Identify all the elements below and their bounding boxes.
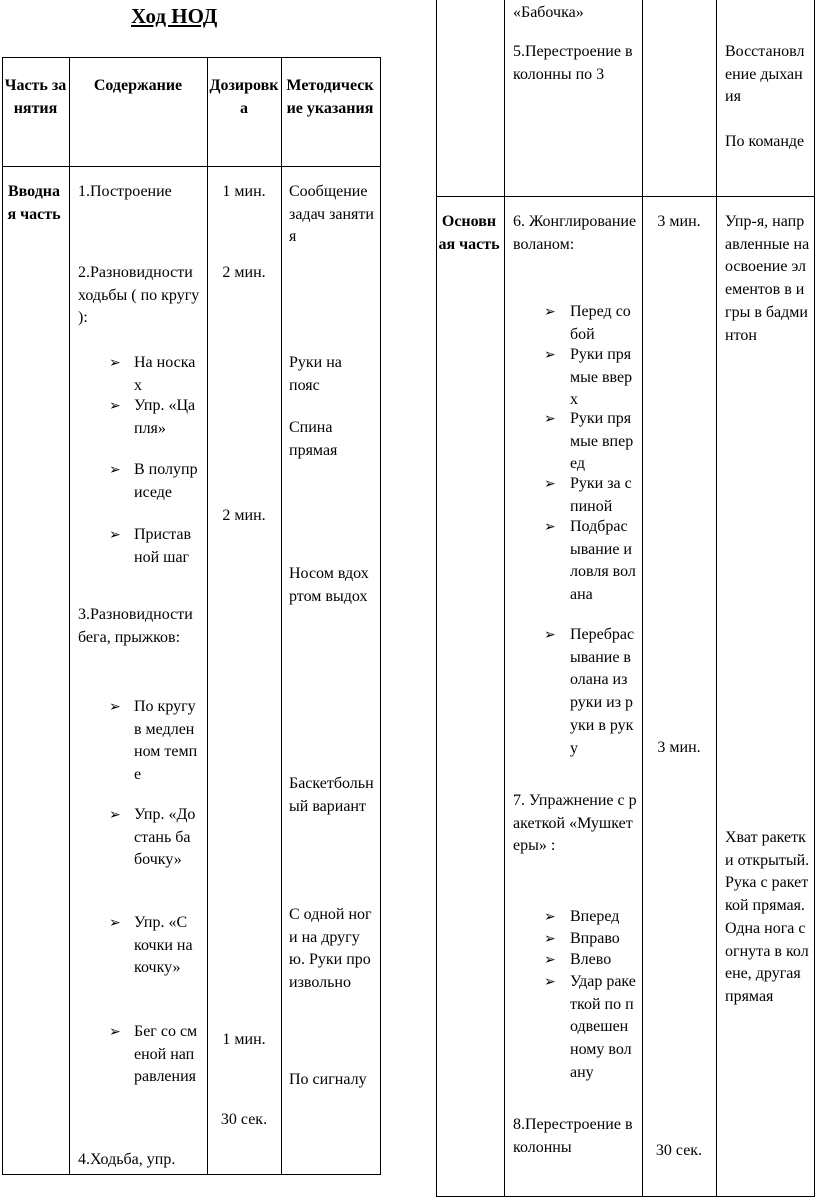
bullet-arrow-icon: ➢ bbox=[544, 627, 556, 643]
method-note: Хват ракетки открытый. Рука с ракеткой прямая. Одна нога согнута в колене, другая прямая bbox=[725, 829, 810, 1006]
header-method: Методические указания bbox=[286, 77, 374, 117]
method-note: По сигналу bbox=[289, 1071, 367, 1088]
bullet-arrow-icon: ➢ bbox=[544, 411, 556, 427]
method-note: Баскетбольный вариант bbox=[289, 775, 374, 815]
method-note: Восстановление дыхания bbox=[725, 43, 805, 106]
method-note: Сообщение задач занятия bbox=[289, 183, 374, 246]
content-item-7: 7. Упражнение с ракеткой «Мушкетеры» : bbox=[513, 792, 637, 855]
bullet-arrow-icon: ➢ bbox=[109, 527, 121, 543]
content-continuation: «Бабочка» bbox=[513, 4, 584, 21]
header-part: Часть занятия bbox=[4, 77, 67, 117]
content-item-4: 4.Ходьба, упр. bbox=[78, 1151, 176, 1168]
bullet-arrow-icon: ➢ bbox=[109, 462, 121, 478]
list-item: По кругу в медленном темпе bbox=[134, 698, 198, 784]
list-item: В полуприседе bbox=[134, 461, 198, 501]
bullet-arrow-icon: ➢ bbox=[544, 519, 556, 535]
method-note: Носом вдох ртом выдох bbox=[289, 565, 369, 605]
dose-value: 30 сек. bbox=[220, 1111, 268, 1128]
list-item: Влево bbox=[570, 951, 612, 968]
dose-value: 3 мин. bbox=[657, 739, 701, 756]
method-note: По команде bbox=[725, 133, 805, 150]
bullet-arrow-icon: ➢ bbox=[544, 347, 556, 363]
content-item-3: 3.Разновидности бега, прыжков: bbox=[78, 606, 193, 646]
method-note: Руки на пояс bbox=[289, 354, 342, 394]
bullet-arrow-icon: ➢ bbox=[544, 909, 556, 925]
bullet-arrow-icon: ➢ bbox=[544, 974, 556, 990]
bullet-arrow-icon: ➢ bbox=[109, 398, 121, 414]
dose-value: 2 мин. bbox=[222, 507, 266, 524]
list-item: Подбрасывание и ловля волана bbox=[570, 518, 636, 604]
header-dose: Дозировка bbox=[209, 77, 279, 117]
bullet-arrow-icon: ➢ bbox=[109, 1024, 121, 1040]
section-name-main: Основная часть bbox=[438, 213, 500, 253]
content-item-2: 2.Разновидности ходьбы ( по кругу ): bbox=[78, 264, 200, 327]
dose-value: 2 мин. bbox=[222, 264, 266, 281]
bullet-arrow-icon: ➢ bbox=[109, 915, 121, 931]
list-item: Перед собой bbox=[570, 303, 631, 343]
list-item: Вперед bbox=[570, 908, 620, 925]
list-item: Руки за спиной bbox=[570, 475, 632, 515]
list-item: Упр. «Достань бабочку» bbox=[134, 806, 196, 869]
list-item: Приставной шаг bbox=[134, 526, 192, 566]
bullet-arrow-icon: ➢ bbox=[109, 807, 121, 823]
dose-value: 1 мин. bbox=[222, 183, 266, 200]
list-item: Руки прямые вверх bbox=[570, 346, 633, 409]
list-item: Вправо bbox=[570, 930, 620, 947]
list-item: Удар ракеткой по подвешенному волану bbox=[570, 973, 636, 1081]
content-item-5: 5.Перестроение в колонны по 3 bbox=[513, 43, 633, 83]
method-note: С одной ноги на другую. Руки произвольно bbox=[289, 906, 372, 992]
method-note: Упр-я, направленные на освоение элементов в игры в бадминтон bbox=[725, 213, 810, 344]
bullet-arrow-icon: ➢ bbox=[544, 931, 556, 947]
section-name-intro: Вводная часть bbox=[7, 183, 61, 223]
list-item: Бег со сменой направления bbox=[134, 1023, 198, 1086]
bullet-arrow-icon: ➢ bbox=[109, 699, 121, 715]
content-item-8: 8.Перестроение в колонны bbox=[513, 1116, 633, 1156]
bullet-arrow-icon: ➢ bbox=[544, 304, 556, 320]
bullet-arrow-icon: ➢ bbox=[544, 952, 556, 968]
method-note: Спина прямая bbox=[289, 419, 338, 459]
list-item: На носках bbox=[134, 354, 196, 394]
list-item: Руки прямые вперед bbox=[570, 410, 634, 473]
list-item: Упр. «Цапля» bbox=[134, 397, 196, 437]
content-item-6: 6. Жонглирование воланом: bbox=[513, 213, 637, 253]
list-item: Перебрасывание волана из руки из руки в руку bbox=[570, 626, 635, 757]
header-content: Содержание bbox=[93, 77, 183, 94]
bullet-arrow-icon: ➢ bbox=[109, 355, 121, 371]
dose-value: 1 мин. bbox=[222, 1031, 266, 1048]
dose-value: 30 сек. bbox=[655, 1142, 703, 1159]
content-item-1: 1.Построение bbox=[78, 183, 172, 200]
list-item: Упр. «С кочки на кочку» bbox=[134, 914, 193, 977]
page-title: Ход НОД bbox=[131, 4, 218, 28]
dose-value: 3 мин. bbox=[657, 213, 701, 230]
bullet-arrow-icon: ➢ bbox=[544, 476, 556, 492]
